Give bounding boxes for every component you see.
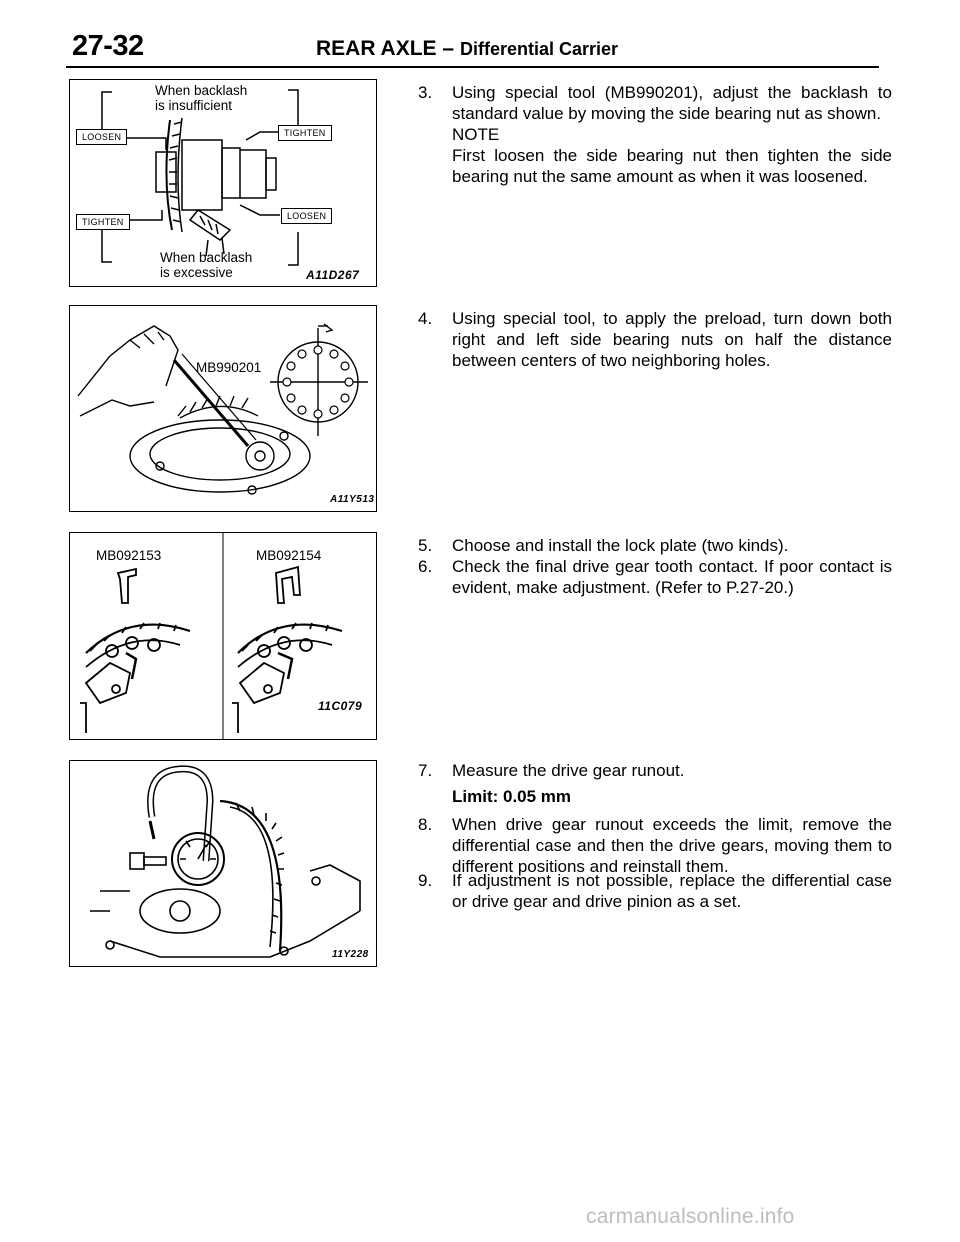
subsection-name: Differential Carrier — [459, 39, 619, 59]
tag-loosen: LOOSEN — [76, 129, 127, 145]
step-text: Check the final drive gear tooth contact. If poor contact is evident, make adjustment. (Refer to P.27-20.) — [452, 557, 892, 597]
section-title — [316, 37, 618, 61]
title-dash: – — [442, 37, 455, 60]
step-text: Choose and install the lock plate (two kinds). — [452, 536, 789, 555]
step-number: 4. — [418, 309, 433, 328]
label-lock-plate-a: MB092153 — [96, 548, 162, 563]
step-4 — [418, 308, 892, 371]
step-9 — [418, 870, 892, 912]
tag-tighten: TIGHTEN — [278, 125, 332, 141]
figure-code: 11Y228 — [332, 949, 369, 960]
step-8 — [418, 814, 892, 877]
label-line: When backlash — [155, 83, 248, 98]
figure-code: A11D267 — [306, 268, 360, 282]
label-line: is insufficient — [155, 98, 233, 113]
label-line: When backlash — [160, 250, 253, 265]
step-number: 6. — [418, 557, 433, 576]
label-line: is excessive — [160, 265, 233, 280]
step-text: When drive gear runout exceeds the limit, remove the differential case and then the drive gears, moving them to different positions and reinstall them. — [452, 815, 892, 876]
section-name: REAR AXLE — [316, 37, 437, 60]
preload-illustration — [70, 306, 376, 511]
step-number: 7. — [418, 761, 433, 780]
watermark: carmanualsonline.info — [586, 1205, 795, 1228]
page-header — [72, 30, 880, 70]
step-7 — [418, 760, 892, 781]
figure-runout — [69, 760, 377, 967]
note-text: First loosen the side bearing nut then tighten the side bearing nut the same amount as when it was loosened. — [452, 146, 892, 186]
step-5 — [418, 535, 892, 556]
figure-lock-plate — [69, 532, 377, 740]
tag-tighten: TIGHTEN — [76, 214, 130, 230]
header-divider — [66, 66, 879, 68]
runout-limit: Limit: 0.05 mm — [452, 787, 572, 806]
label-backlash-excessive — [160, 250, 252, 280]
dial-gauge-illustration — [70, 761, 376, 966]
figure-preload — [69, 305, 377, 512]
tag-loosen: LOOSEN — [281, 208, 332, 224]
page-number: 27-32 — [72, 30, 144, 62]
figure-backlash-adjust — [69, 79, 377, 287]
figure-code: 11C079 — [318, 699, 363, 713]
step-number: 9. — [418, 871, 433, 890]
step-number: 3. — [418, 83, 433, 102]
step-3 — [418, 82, 892, 124]
step-text: Measure the drive gear runout. — [452, 761, 685, 780]
label-backlash-insufficient — [155, 83, 247, 113]
step-number: 5. — [418, 536, 433, 555]
step-number: 8. — [418, 815, 433, 834]
step-text: If adjustment is not possible, replace the differential case or drive gear and drive pinion as a set. — [452, 871, 892, 911]
step-text: Using special tool (MB990201), adjust the backlash to standard value by moving the side bearing nut as shown. — [452, 83, 892, 123]
note-title: NOTE — [452, 125, 500, 144]
step-6 — [418, 556, 892, 598]
label-special-tool: MB990201 — [196, 360, 262, 375]
label-lock-plate-b: MB092154 — [256, 548, 322, 563]
step-text: Using special tool, to apply the preload, turn down both right and left side bearing nuts on half the distance between centers of two neighboring holes. — [452, 309, 892, 370]
figure-code: A11Y513 — [330, 494, 375, 505]
